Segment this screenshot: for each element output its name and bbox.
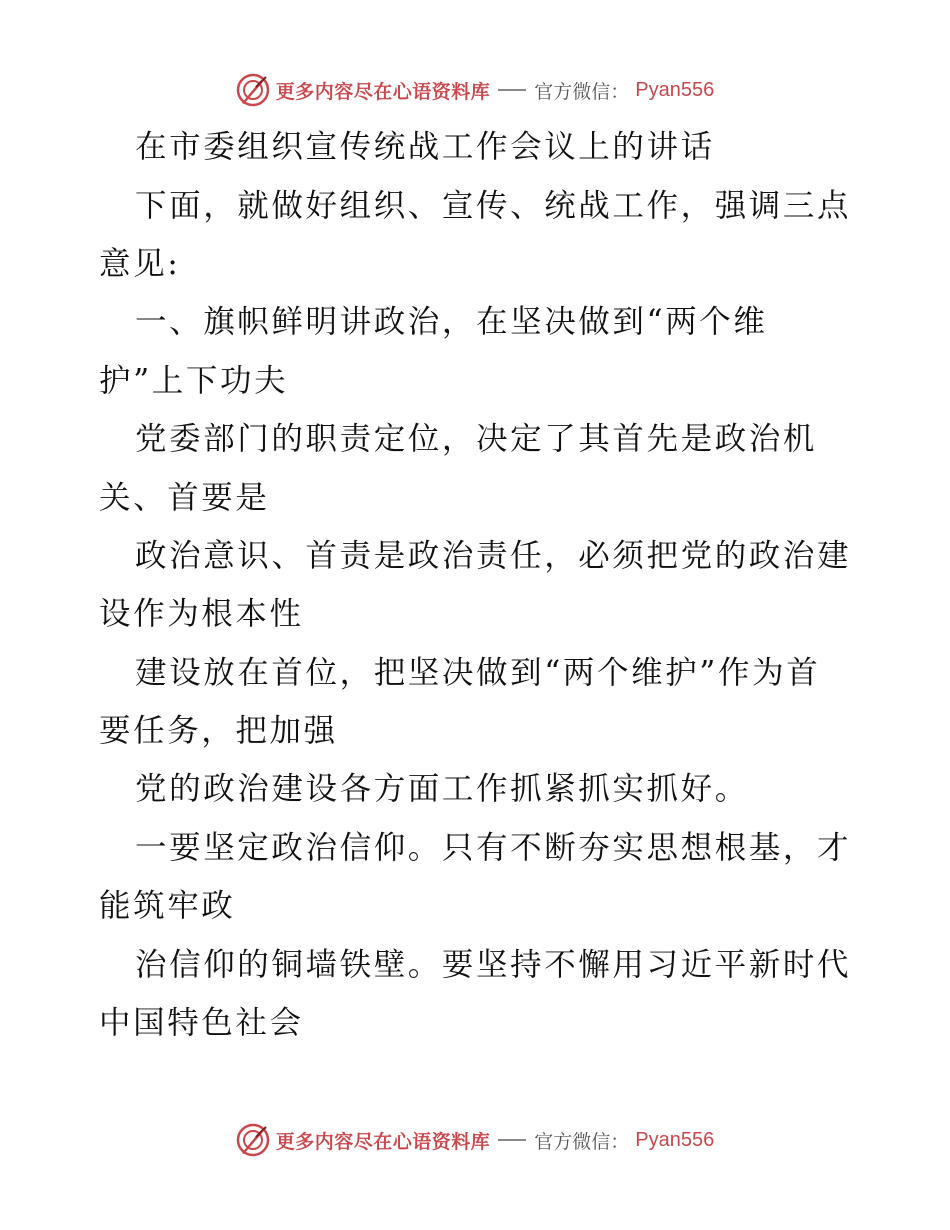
paragraph-line: 意见: — [99, 246, 181, 282]
document-title: 在市委组织宣传统战工作会议上的讲话 — [135, 129, 715, 165]
watermark-wechat-label: 官方微信： — [534, 80, 630, 103]
paragraph-line: 下面，就做好组织、宣传、统战工作，强调三点 — [135, 188, 852, 224]
watermark-dash — [498, 1139, 526, 1141]
paragraph-line: 能筑牢政 — [99, 888, 236, 924]
watermark-wechat-label: 官方微信： — [534, 1130, 630, 1153]
paragraph-line: 党委部门的职责定位，决定了其首先是政治机 — [135, 421, 818, 457]
red-quill-logo-icon — [236, 1123, 270, 1157]
section-heading-line: 一、旗帜鲜明讲政治，在坚决做到“两个维 — [135, 304, 768, 340]
paragraph-line: 设作为根本性 — [99, 596, 304, 632]
paragraph-line: 要任务，把加强 — [99, 713, 338, 749]
watermark-wechat-id: Pyan556 — [635, 1128, 715, 1151]
paragraph-line: 一要坚定政治信仰。只有不断夯实思想根基，才 — [135, 830, 852, 866]
paragraph-line: 建设放在首位，把坚决做到“两个维护”作为首 — [135, 655, 821, 691]
paragraph-line: 中国特色社会 — [99, 1005, 304, 1041]
footer-watermark — [0, 1120, 950, 1160]
watermark-brand-text: 更多内容尽在心语资料库 — [275, 80, 491, 103]
paragraph-line: 党的政治建设各方面工作抓紧抓实抓好。 — [135, 771, 749, 807]
watermark-wechat-id: Pyan556 — [635, 78, 715, 101]
paragraph-line: 政治意识、首责是政治责任，必须把党的政治建 — [135, 538, 852, 574]
watermark-brand-text: 更多内容尽在心语资料库 — [275, 1130, 491, 1153]
section-heading-line: 护”上下功夫 — [99, 363, 289, 399]
paragraph-line: 治信仰的铜墙铁壁。要坚持不懈用习近平新时代 — [135, 947, 852, 983]
paragraph-line: 关、首要是 — [99, 480, 270, 516]
